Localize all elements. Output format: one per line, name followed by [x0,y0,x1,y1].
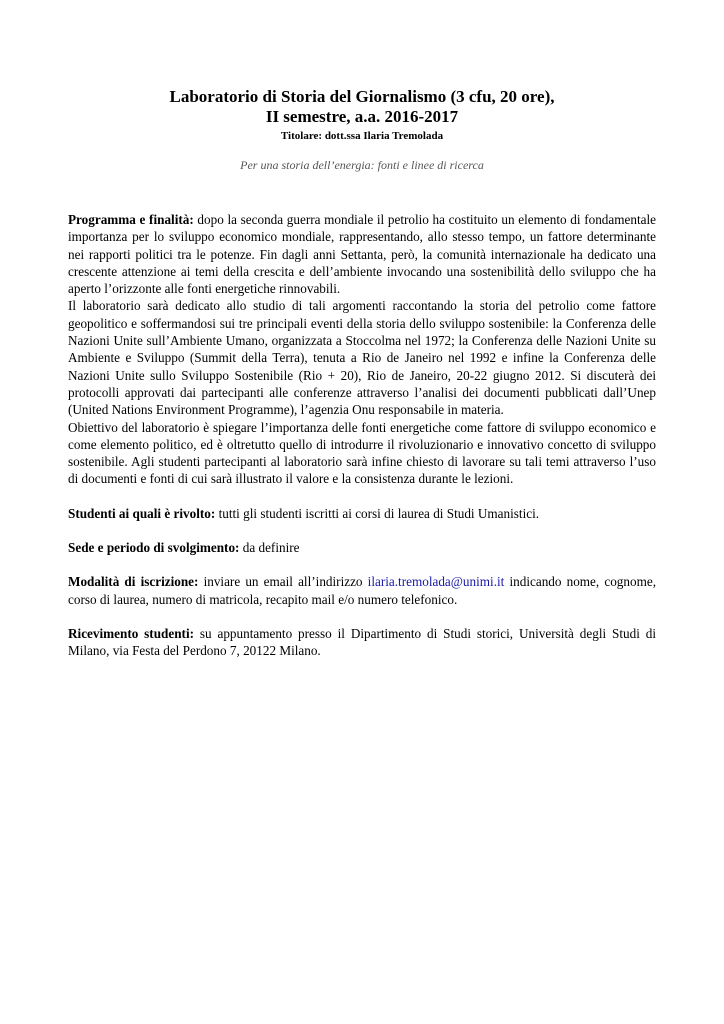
course-title: Laboratorio di Storia del Giornalismo (3 cfu, 20 ore), [169,87,555,106]
sede-label: Sede e periodo di svolgimento: [68,540,240,556]
programma-paragraph-2: Il laboratorio sarà dedicato allo studio di tali argomenti raccontando la storia del petrolio come fattore geopolitico e soffermandosi sui tre principali eventi della storia dello sviluppo sostenibile: la Conferenza delle Nazioni Unite sull’Ambiente Umano, organizzata a Stoccolma nel 1972; la Conferenza delle Nazioni Unite su Ambiente e Sviluppo (Summit della Terra), tenuta a Rio de Janeiro nel 1992 e infine la Conferenza delle Nazioni Unite sullo Sviluppo Sostenibile (Rio + 20), Rio de Janeiro, 20-22 giugno 2012. Si discuterà dei protocolli approvati dai partecipanti alle conferenze attraverso l’analisi dei documenti pubblicati dall’Unep (United Nations Environment Programme), l’agenzia Onu responsabile in materia. [68,298,656,418]
instructor-line: Titolare: dott.ssa Ilaria Tremolada [280,130,444,142]
ricevimento-text: su appuntamento presso il Dipartimento di Studi storici, Università degli Studi di Milano, via Festa del Perdono 7, 20122 Milano. [68,625,656,659]
document-body [68,211,656,660]
semester-year: II semestre, a.a. 2016-2017 [265,107,459,126]
programma-paragraph-3: Obiettivo del laboratorio è spiegare l’importanza delle fonti energetiche come fattore di sviluppo economico e come elemento politico, ed è oltretutto quello di introdurre il rivoluzionario e innovativo concetto di sviluppo sostenibile. Agli studenti partecipanti al laboratorio sarà infine chiesto di lavorare su tali temi attraverso l’uso di documenti e fonti di cui sarà illustrato il valore e la consistenza durante le lezioni. [68,419,656,487]
studenti-section [68,505,656,522]
programma-label: Programma e finalità: [68,212,194,227]
iscrizione-text-before: inviare un email all’indirizzo [198,574,368,590]
ricevimento-label: Ricevimento studenti: [68,625,195,641]
sede-text: da definire [239,540,300,556]
programma-paragraph-1 [68,211,656,297]
iscrizione-label: Modalità di iscrizione: [68,574,199,590]
title-block [68,87,656,143]
course-subtitle: Per una storia dell’energia: fonti e linee di ricerca [240,158,484,172]
iscrizione-section [68,573,656,608]
ricevimento-section [68,625,656,660]
studenti-text: tutti gli studenti iscritti ai corsi di laurea di Studi Umanistici. [215,505,540,521]
iscrizione-text-after: indicando nome, cognome, corso di laurea, numero di matricola, recapito mail e/o numero telefonico. [68,574,656,607]
sede-section [68,539,656,556]
studenti-label: Studenti ai quali è rivolto: [68,505,216,521]
programma-text-1: dopo la seconda guerra mondiale il petrolio ha costituito un elemento di fondamentale importanza per lo sviluppo economico mondiale, rappresentando, allo stesso tempo, un fattore determinante nei rapporti politici tra le potenze. Fin dagli anni Settanta, però, la comunità internazionale ha dedicato una crescente attenzione ai temi della crescita e dell’ambiente invocando una sostenibilità dello sviluppo che ha aperto l’orizzonte alle fonti energetiche rinnovabili. [68,212,656,297]
email-link[interactable]: ilaria.tremolada@unimi.it [367,574,505,590]
